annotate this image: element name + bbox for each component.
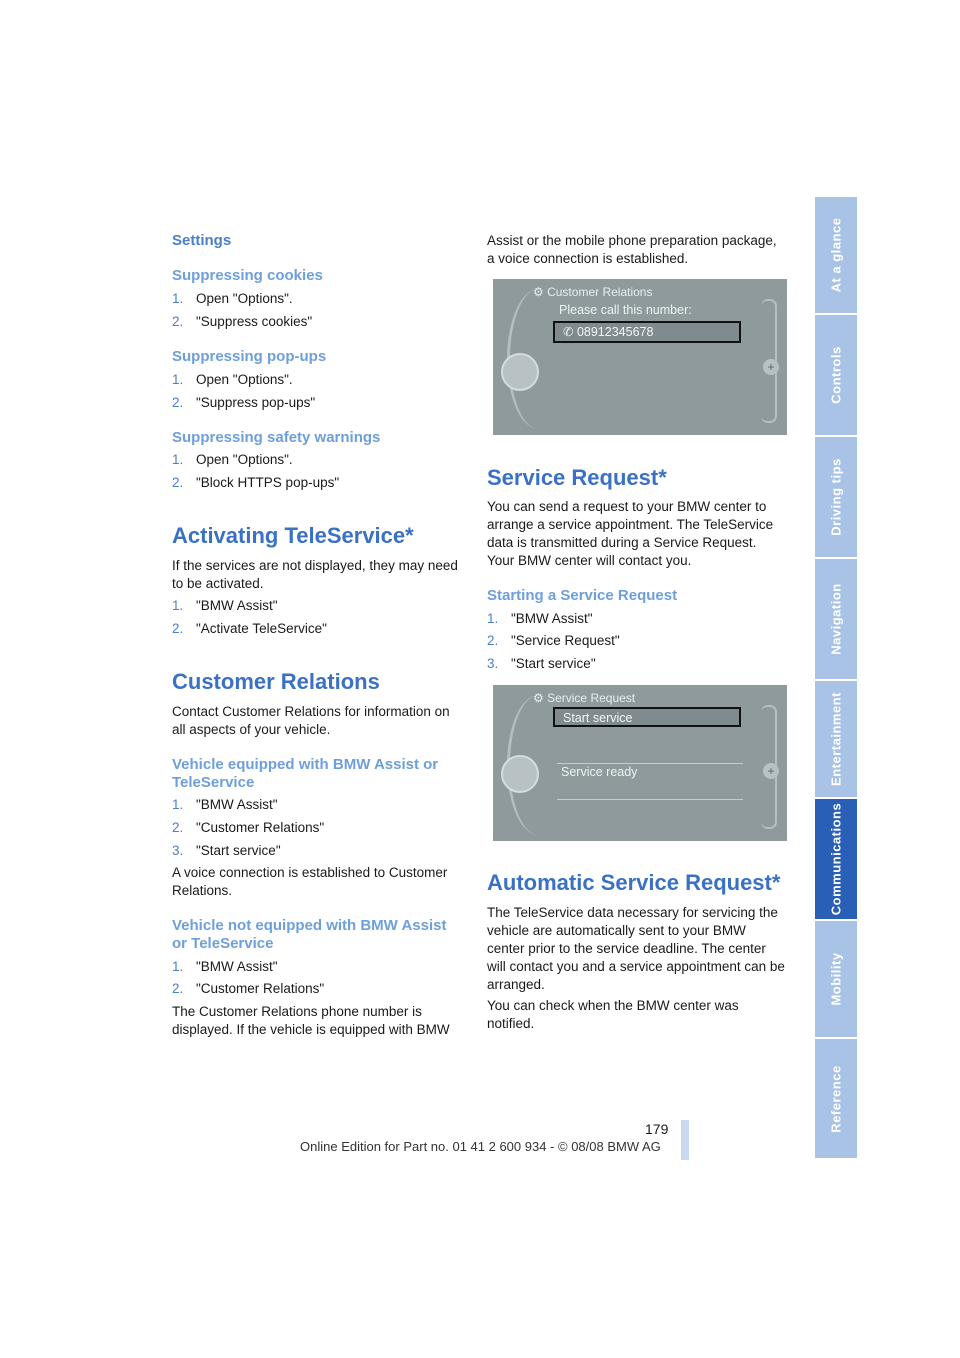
list-item: 1. Open "Options".	[172, 291, 293, 306]
tab-mobility[interactable]: Mobility	[815, 921, 857, 1039]
list-item: 2. "Customer Relations"	[172, 820, 325, 835]
settings-heading: Settings	[172, 232, 232, 249]
customer-relations-screen	[493, 279, 787, 435]
tab-at-a-glance[interactable]: At a glance	[815, 197, 857, 315]
not-equipped-text: The Customer Relations phone number is displayed. If the vehicle is equipped with BMW	[172, 1004, 450, 1037]
edition-footer: Online Edition for Part no. 01 41 2 600 934 - © 08/08 BMW AG	[300, 1139, 661, 1154]
list-item: 1. "BMW Assist"	[172, 959, 278, 974]
phone-number-field: ✆ 08912345678	[553, 321, 741, 343]
equipped-text: A voice connection is established to Customer Relations.	[172, 865, 448, 898]
plus-icon: +	[763, 763, 779, 779]
plus-icon: +	[763, 359, 779, 375]
list-item: 1. "BMW Assist"	[172, 598, 278, 613]
screen-title: ⚙ Customer Relations	[533, 285, 653, 299]
automatic-service-heading: Automatic Service Request*	[487, 870, 781, 895]
screen-title: ⚙ Service Request	[533, 691, 636, 705]
service-ready-item: Service ready	[561, 765, 638, 779]
automatic-service-note: You can check when the BMW center was notified.	[487, 998, 739, 1031]
tab-controls[interactable]: Controls	[815, 315, 857, 437]
start-service-item: Start service	[553, 707, 741, 727]
screen-prompt: Please call this number:	[559, 303, 692, 317]
list-item: 1. Open "Options".	[172, 372, 293, 387]
customer-relations-text: Contact Customer Relations for information on all aspects of your vehicle.	[172, 704, 450, 737]
page-number: 179	[645, 1121, 669, 1137]
list-item: 1. Open "Options".	[172, 452, 293, 467]
list-item: 3. "Start service"	[172, 843, 281, 858]
tab-entertainment[interactable]: Entertainment	[815, 681, 857, 799]
list-item: 2. "Suppress pop-ups"	[172, 395, 316, 410]
automatic-service-text: The TeleService data necessary for servicing the vehicle are automatically sent to your BMW center prior to the service deadline. The center will contact you and a service appointment can be arranged.	[487, 905, 785, 992]
controller-knob-icon	[501, 755, 539, 793]
starting-service-heading: Starting a Service Request	[487, 587, 678, 604]
continued-text: Assist or the mobile phone preparation package, a voice connection is established.	[487, 233, 777, 266]
list-item: 1. "BMW Assist"	[172, 797, 278, 812]
service-request-text: You can send a request to your BMW center to arrange a service appointment. The TeleService data is transmitted during a Service Request. Your BMW center will contact you.	[487, 499, 774, 568]
teleservice-text: If the services are not displayed, they may need to be activated.	[172, 558, 458, 591]
tab-reference[interactable]: Reference	[815, 1039, 857, 1160]
equipped-heading: Vehicle equipped with BMW Assist or TeleService	[172, 756, 439, 791]
list-item: 2. "Block HTTPS pop-ups"	[172, 475, 340, 490]
list-item: 3. "Start service"	[487, 656, 596, 671]
tab-communications[interactable]: Communications	[815, 799, 857, 921]
service-request-heading: Service Request*	[487, 465, 667, 490]
footer-accent-bar	[681, 1120, 689, 1160]
list-item: 2. "Activate TeleService"	[172, 621, 327, 636]
safety-heading: Suppressing safety warnings	[172, 429, 381, 446]
cookies-heading: Suppressing cookies	[172, 267, 323, 284]
popups-heading: Suppressing pop-ups	[172, 348, 327, 365]
list-item: 1. "BMW Assist"	[487, 611, 593, 626]
service-request-screen	[493, 685, 787, 841]
customer-relations-heading: Customer Relations	[172, 669, 380, 694]
list-item: 2. "Suppress cookies"	[172, 314, 313, 329]
list-item: 2. "Customer Relations"	[172, 981, 325, 996]
tab-navigation[interactable]: Navigation	[815, 559, 857, 681]
tab-driving-tips[interactable]: Driving tips	[815, 437, 857, 559]
list-item: 2. "Service Request"	[487, 633, 620, 648]
teleservice-heading: Activating TeleService*	[172, 523, 414, 548]
controller-knob-icon	[501, 353, 539, 391]
not-equipped-heading: Vehicle not equipped with BMW Assist or TeleService	[172, 917, 447, 952]
